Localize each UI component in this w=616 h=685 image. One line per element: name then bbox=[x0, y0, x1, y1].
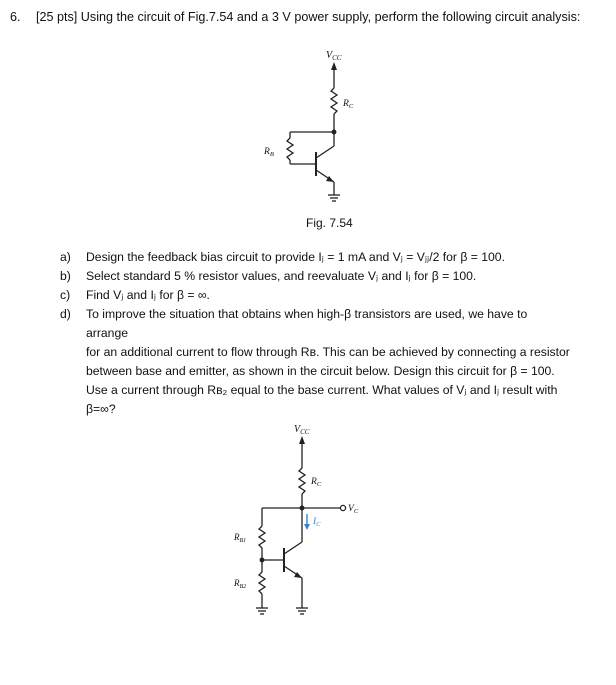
transistor-collector bbox=[284, 542, 302, 554]
improved-bias-circuit bbox=[222, 420, 372, 630]
figure-caption: Fig. 7.54 bbox=[306, 216, 353, 230]
part-text bbox=[86, 305, 570, 419]
part-d-line: β=∞? bbox=[86, 402, 116, 416]
part-c bbox=[60, 286, 570, 305]
rc-label: $R_C$ bbox=[343, 99, 354, 110]
question-parts bbox=[60, 248, 570, 419]
part-label: b) bbox=[60, 269, 71, 283]
rc-resistor bbox=[331, 88, 337, 114]
rb2-resistor bbox=[259, 572, 265, 594]
part-a bbox=[60, 248, 570, 267]
rb-label: $R_B$ bbox=[264, 147, 274, 158]
rb2-label: $R_{B2}$ bbox=[234, 578, 247, 590]
part-label: d) bbox=[60, 307, 71, 321]
part-d-line: for an additional current to flow through Rʙ. This can be achieved by connecting a resistor bbox=[86, 345, 570, 359]
question-number: 6. bbox=[10, 10, 21, 24]
question-header bbox=[10, 10, 580, 24]
part-text: Find Vⱼ and Iⱼ for β = ∞. bbox=[86, 288, 210, 302]
vc-terminal bbox=[340, 505, 345, 510]
figure-7-54-circuit bbox=[250, 40, 400, 215]
part-d-line: Use a current through Rʙ₂ equal to the base current. What values of Vⱼ and Iⱼ result with bbox=[86, 383, 558, 397]
part-label: c) bbox=[60, 288, 71, 302]
ic-arrow-head bbox=[304, 524, 310, 530]
part-d bbox=[60, 305, 570, 419]
rb1-label: $R_{B1}$ bbox=[234, 532, 247, 544]
part-text: Design the feedback bias circuit to provide Iⱼ = 1 mA and Vⱼ = Vⱼⱼ/2 for β = 100. bbox=[86, 250, 505, 264]
part-label: a) bbox=[60, 250, 71, 264]
vcc-label: $V_{CC}$ bbox=[326, 50, 342, 62]
question-text: [25 pts] Using the circuit of Fig.7.54 and a 3 V power supply, perform the following circuit analysis: bbox=[36, 10, 581, 24]
part-b bbox=[60, 267, 570, 286]
part-text: Select standard 5 % resistor values, and reevaluate Vⱼ and Iⱼ for β = 100. bbox=[86, 269, 477, 283]
part-d-line: To improve the situation that obtains when high-β transistors are used, we have to arrange bbox=[86, 307, 528, 340]
vc-label: $V_C$ bbox=[348, 504, 359, 515]
improved-bias-svg bbox=[222, 420, 372, 630]
vcc-label: $V_{CC}$ bbox=[294, 424, 310, 436]
part-d-line: between base and emitter, as shown in the circuit below. Design this circuit for β = 100. bbox=[86, 364, 555, 378]
vcc-arrow bbox=[331, 62, 337, 70]
transistor-collector bbox=[316, 146, 334, 158]
rc-resistor bbox=[299, 468, 305, 494]
rb1-resistor bbox=[259, 526, 265, 548]
rc-label: $R_C$ bbox=[311, 477, 322, 488]
rb-resistor bbox=[287, 138, 293, 160]
ic-label: $I_C$ bbox=[313, 517, 321, 528]
figure-7-54-svg bbox=[250, 40, 400, 215]
